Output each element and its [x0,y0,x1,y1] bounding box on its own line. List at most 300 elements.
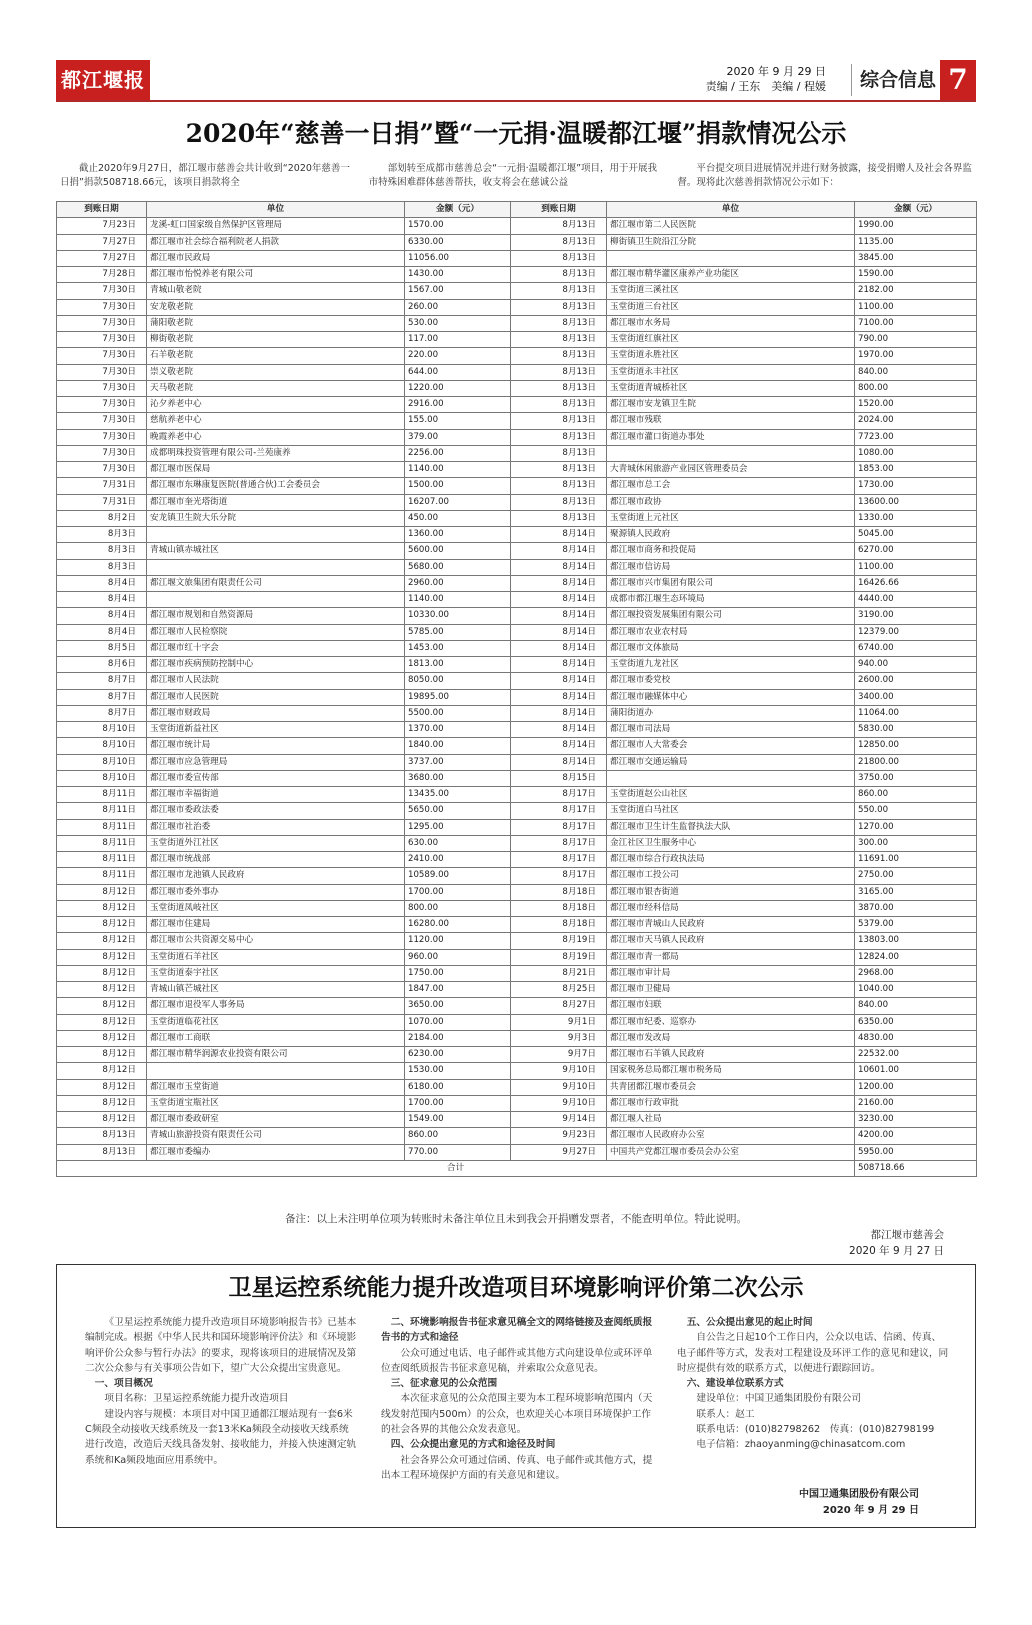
total-value: 508718.66 [855,1160,977,1176]
cell-amount-right: 12379.00 [855,624,977,640]
cell-amount-right: 1135.00 [855,234,977,250]
cell-amount-left: 1549.00 [405,1112,511,1128]
cell-unit-right: 玉堂街道永丰社区 [607,364,855,380]
cell-date-right: 8月14日 [511,543,607,559]
cell-date-right: 8月13日 [511,510,607,526]
cell-date-right: 8月14日 [511,705,607,721]
table-row [57,852,977,868]
cell-amount-right: 300.00 [855,835,977,851]
table-row [57,819,977,835]
cell-unit-left: 成都明珠投资管理有限公司-兰苑康养 [147,445,405,461]
cell-unit-right: 都江堰市精华灌区康养产业功能区 [607,267,855,283]
cell-date-left: 8月11日 [57,819,147,835]
issue-editors: 责编 / 王东 美编 / 程媛 [705,80,826,93]
cell-unit-left: 玉堂街道宝瓶社区 [147,1095,405,1111]
cell-amount-right: 1853.00 [855,462,977,478]
cell-unit-left: 都江堰市规划和自然资源局 [147,608,405,624]
table-row [57,998,977,1014]
cell-date-left: 8月10日 [57,770,147,786]
cell-date-left: 7月30日 [57,364,147,380]
cell-date-right: 8月14日 [511,640,607,656]
cell-amount-right: 840.00 [855,998,977,1014]
cell-date-right: 8月17日 [511,868,607,884]
cell-amount-left: 260.00 [405,299,511,315]
cell-date-right: 8月14日 [511,575,607,591]
table-row [57,657,977,673]
cell-date-right: 9月10日 [511,1079,607,1095]
cell-amount-right: 2750.00 [855,868,977,884]
table-row [57,1079,977,1095]
eia-paragraph: 社会各界公众可通过信函、传真、电子邮件或其他方式，提出本工程环境保护方面的有关意见和建议。 [381,1454,653,1481]
cell-unit-right: 大青城休闲旅游产业园区管理委员会 [607,462,855,478]
cell-amount-right: 21800.00 [855,754,977,770]
col-header-date-right: 到账日期 [511,202,607,218]
cell-amount-left: 13435.00 [405,787,511,803]
cell-amount-right: 11691.00 [855,852,977,868]
cell-amount-right: 550.00 [855,803,977,819]
cell-date-right: 8月13日 [511,234,607,250]
cell-amount-right: 1590.00 [855,267,977,283]
cell-date-left: 8月7日 [57,689,147,705]
cell-date-left: 8月12日 [57,998,147,1014]
eia-column-3 [677,1315,949,1483]
cell-date-left: 8月13日 [57,1128,147,1144]
cell-unit-left: 崇义敬老院 [147,364,405,380]
cell-date-left: 7月28日 [57,267,147,283]
cell-unit-right: 玉堂街道永胜社区 [607,348,855,364]
cell-unit-left: 都江堰市统计局 [147,738,405,754]
cell-date-right: 9月7日 [511,1047,607,1063]
eia-paragraph: 本次征求意见的公众范围主要为本工程环境影响范围内（天线发射范围内500m）的公众，也欢迎关心本项目环境保护工作的社会各界的其他公众发表意见。 [381,1393,653,1436]
table-row [57,933,977,949]
cell-unit-right: 都江堰市石羊镇人民政府 [607,1047,855,1063]
cell-date-right: 8月14日 [511,559,607,575]
cell-amount-right: 7723.00 [855,429,977,445]
cell-unit-right: 玉堂街道红旗社区 [607,332,855,348]
cell-amount-left: 220.00 [405,348,511,364]
table-row [57,754,977,770]
table-row [57,949,977,965]
cell-unit-left: 柳街敬老院 [147,332,405,348]
cell-amount-left: 1070.00 [405,1014,511,1030]
cell-unit-left: 玉堂街道外江社区 [147,835,405,851]
cell-date-right: 8月13日 [511,462,607,478]
cell-date-left: 7月23日 [57,218,147,234]
cell-unit-right: 都江堰市经科信局 [607,900,855,916]
eia-signature [799,1487,919,1519]
cell-unit-right: 蒲阳街道办 [607,705,855,721]
cell-unit-left: 玉堂街道泰宇社区 [147,965,405,981]
col-header-unit-left: 单位 [147,202,405,218]
col-header-amount-left: 金额（元） [405,202,511,218]
table-row [57,429,977,445]
cell-amount-left: 450.00 [405,510,511,526]
cell-amount-left: 6330.00 [405,234,511,250]
table-row [57,462,977,478]
cell-amount-left: 6180.00 [405,1079,511,1095]
cell-date-left: 8月12日 [57,884,147,900]
cell-amount-right: 860.00 [855,787,977,803]
cell-date-right: 9月10日 [511,1063,607,1079]
cell-unit-right: 玉堂街道青城桥社区 [607,380,855,396]
cell-date-right: 8月14日 [511,689,607,705]
cell-unit-right: 都江堰市水务局 [607,315,855,331]
cell-unit-left: 都江堰市委编办 [147,1144,405,1160]
cell-amount-left: 1430.00 [405,267,511,283]
cell-date-right: 8月13日 [511,283,607,299]
table-row [57,543,977,559]
cell-date-right: 8月17日 [511,787,607,803]
cell-amount-left: 770.00 [405,1144,511,1160]
table-row [57,982,977,998]
table-row [57,510,977,526]
cell-date-left: 8月10日 [57,722,147,738]
cell-amount-right: 5379.00 [855,917,977,933]
table-row [57,267,977,283]
cell-date-left: 8月7日 [57,673,147,689]
cell-amount-right: 1270.00 [855,819,977,835]
donation-intro [60,162,972,190]
cell-date-right: 8月19日 [511,949,607,965]
cell-unit-right: 都江堰市银杏街道 [607,884,855,900]
cell-unit-left: 石羊敬老院 [147,348,405,364]
cell-date-left: 8月11日 [57,787,147,803]
cell-date-left: 7月27日 [57,250,147,266]
cell-date-right: 9月23日 [511,1128,607,1144]
intro-column-1: 截止2020年9月27日，都江堰市慈善会共计收到“2020年慈善一日捐”捐款508718.66元，该项目捐款将全 [60,163,350,188]
cell-date-right: 8月17日 [511,819,607,835]
cell-date-left: 8月12日 [57,917,147,933]
cell-unit-right: 都江堰市安龙镇卫生院 [607,397,855,413]
cell-unit-right: 国家税务总局都江堰市税务局 [607,1063,855,1079]
cell-amount-left: 5600.00 [405,543,511,559]
eia-heading: 四、公众提出意见的方式和途径及时间 [390,1439,556,1451]
cell-date-left: 7月30日 [57,315,147,331]
cell-amount-right: 2160.00 [855,1095,977,1111]
cell-date-right: 8月18日 [511,884,607,900]
cell-amount-right: 1080.00 [855,445,977,461]
table-row [57,608,977,624]
eia-signature-org: 中国卫通集团股份有限公司 [799,1489,919,1500]
cell-date-right: 8月13日 [511,413,607,429]
cell-amount-left: 1453.00 [405,640,511,656]
eia-paragraph: 公众可通过电话、电子邮件或其他方式向建设单位或环评单位查阅纸质报告书征求意见稿，并索取公众意见表。 [381,1347,653,1374]
issue-info [706,64,826,94]
cell-date-right: 8月18日 [511,917,607,933]
cell-unit-right: 都江堰市天马镇人民政府 [607,933,855,949]
eia-heading: 五、公众提出意见的起止时间 [686,1317,813,1328]
cell-unit-left: 都江堰市住建局 [147,917,405,933]
table-row [57,1063,977,1079]
cell-amount-left: 6230.00 [405,1047,511,1063]
cell-unit-left: 都江堰市医保局 [147,462,405,478]
cell-unit-right: 都江堰市综合行政执法局 [607,852,855,868]
table-row [57,624,977,640]
cell-date-left: 8月4日 [57,575,147,591]
cell-date-right: 8月14日 [511,592,607,608]
cell-date-right: 8月18日 [511,900,607,916]
cell-date-left: 7月30日 [57,380,147,396]
table-row [57,673,977,689]
cell-amount-right: 6350.00 [855,1014,977,1030]
cell-amount-left: 630.00 [405,835,511,851]
cell-amount-left: 5785.00 [405,624,511,640]
table-row [57,640,977,656]
eia-column-2 [381,1315,653,1483]
cell-date-left: 7月30日 [57,283,147,299]
cell-date-left: 8月4日 [57,608,147,624]
cell-unit-right: 玉堂街道九龙社区 [607,657,855,673]
cell-date-left: 8月7日 [57,705,147,721]
cell-unit-right: 玉堂街道上元社区 [607,510,855,526]
cell-amount-right: 1200.00 [855,1079,977,1095]
cell-amount-left: 1840.00 [405,738,511,754]
table-row [57,315,977,331]
cell-date-left: 8月13日 [57,1144,147,1160]
cell-date-left: 8月12日 [57,1014,147,1030]
cell-amount-left: 1700.00 [405,884,511,900]
cell-amount-right: 4200.00 [855,1128,977,1144]
cell-date-left: 8月4日 [57,592,147,608]
cell-date-left: 8月12日 [57,1047,147,1063]
cell-unit-right: 都江堰市委党校 [607,673,855,689]
table-row [57,478,977,494]
table-row [57,884,977,900]
table-row [57,1095,977,1111]
eia-notice-box [56,1264,976,1528]
cell-unit-left: 都江堰市应急管理局 [147,754,405,770]
cell-date-left: 8月11日 [57,803,147,819]
cell-date-left: 7月30日 [57,429,147,445]
cell-amount-right: 1330.00 [855,510,977,526]
cell-amount-right: 5950.00 [855,1144,977,1160]
table-row [57,738,977,754]
cell-date-right: 8月13日 [511,218,607,234]
page-number: 7 [940,60,976,100]
cell-date-left: 8月12日 [57,1079,147,1095]
cell-unit-right: 玉堂街道三台社区 [607,299,855,315]
table-row [57,332,977,348]
cell-unit-right: 都江堰市总工会 [607,478,855,494]
cell-unit-right: 都江堰市卫健局 [607,982,855,998]
cell-amount-right: 3750.00 [855,770,977,786]
cell-amount-right: 2182.00 [855,283,977,299]
table-row [57,1112,977,1128]
cell-unit-left: 都江堰市社会综合福利院老人捐款 [147,234,405,250]
table-row [57,689,977,705]
table-row [57,787,977,803]
cell-unit-left: 都江堰市委政法委 [147,803,405,819]
col-header-amount-right: 金额（元） [855,202,977,218]
cell-date-right: 8月14日 [511,527,607,543]
cell-date-left: 7月30日 [57,413,147,429]
cell-unit-left: 玉堂街道新益社区 [147,722,405,738]
cell-amount-left: 1530.00 [405,1063,511,1079]
cell-unit-right: 都江堰市兴市集团有限公司 [607,575,855,591]
cell-unit-right: 共青团都江堰市委员会 [607,1079,855,1095]
cell-date-right: 8月13日 [511,429,607,445]
cell-amount-right: 6740.00 [855,640,977,656]
cell-amount-left: 1120.00 [405,933,511,949]
cell-unit-right: 都江堰市信访局 [607,559,855,575]
table-row [57,397,977,413]
cell-unit-right: 都江堰市司法局 [607,722,855,738]
cell-unit-right: 都江堰市人大常委会 [607,738,855,754]
col-header-unit-right: 单位 [607,202,855,218]
cell-unit-left [147,527,405,543]
cell-amount-right: 7100.00 [855,315,977,331]
table-row [57,1014,977,1030]
donation-table [56,201,977,1177]
cell-unit-left: 龙溪-虹口国家级自然保护区管理局 [147,218,405,234]
cell-amount-left: 1220.00 [405,380,511,396]
table-row [57,592,977,608]
cell-amount-right: 800.00 [855,380,977,396]
table-row [57,900,977,916]
col-header-date-left: 到账日期 [57,202,147,218]
cell-amount-right: 1990.00 [855,218,977,234]
cell-amount-right: 2968.00 [855,965,977,981]
cell-date-left: 8月12日 [57,1095,147,1111]
cell-amount-right: 3845.00 [855,250,977,266]
total-label: 合计 [57,1160,855,1176]
intro-column-2: 部划转至成都市慈善总会“一元捐·温暖都江堰”项目，用于开展我市特殊困难群体慈善帮扶，收支将会在慈诚公益 [368,163,658,188]
cell-amount-left: 1295.00 [405,819,511,835]
cell-unit-right: 中国共产党都江堰市委员会办公室 [607,1144,855,1160]
cell-date-left: 7月31日 [57,494,147,510]
cell-unit-left: 都江堰市委宣传部 [147,770,405,786]
table-row [57,965,977,981]
cell-unit-left: 都江堰市统战部 [147,852,405,868]
cell-amount-left: 11056.00 [405,250,511,266]
table-row [57,835,977,851]
cell-date-left: 8月3日 [57,543,147,559]
cell-unit-left: 都江堰市工商联 [147,1030,405,1046]
cell-date-left: 7月30日 [57,462,147,478]
table-row [57,770,977,786]
eia-paragraph: 建设内容与规模：本项目对中国卫通都江堰站现有一套6米C频段全动接收天线系统及一套13米Ka频段全动接收天线系统进行改造，改造后天线具备发射、接收能力，并接入快速测定轨系统和Ka频段地面应用系统中。 [85,1408,357,1466]
eia-paragraph: 项目名称：卫星运控系统能力提升改造项目 [104,1393,289,1405]
cell-date-right: 8月21日 [511,965,607,981]
table-row [57,494,977,510]
contact-person: 联系人：赵工 [696,1408,755,1420]
cell-date-left: 8月10日 [57,738,147,754]
cell-amount-left: 16207.00 [405,494,511,510]
cell-unit-right: 都江堰市青一都局 [607,949,855,965]
cell-amount-left: 1140.00 [405,592,511,608]
table-row [57,250,977,266]
eia-notice-title: 卫星运控系统能力提升改造项目环境影响评价第二次公示 [228,1274,804,1301]
cell-date-right: 9月1日 [511,1014,607,1030]
cell-date-left: 8月10日 [57,754,147,770]
cell-unit-right: 都江堰市第二人民医院 [607,218,855,234]
cell-amount-right: 1970.00 [855,348,977,364]
cell-amount-left: 379.00 [405,429,511,445]
cell-amount-left: 1570.00 [405,218,511,234]
cell-date-right: 8月13日 [511,380,607,396]
cell-amount-left: 5650.00 [405,803,511,819]
table-row [57,722,977,738]
cell-amount-left: 117.00 [405,332,511,348]
cell-amount-left: 1500.00 [405,478,511,494]
cell-unit-right: 都江堰市青城山人民政府 [607,917,855,933]
eia-paragraph: 《卫星运控系统能力提升改造项目环境影响报告书》已基本编制完成。根据《中华人民共和国环境影响评价法》和《环境影响评价公众参与暂行办法》的要求，现将该项目的进展情况及第二次公众参与有关事项公告如下，望广大公众提出宝贵意见。 [85,1317,357,1374]
cell-amount-right: 3190.00 [855,608,977,624]
cell-unit-left: 玉堂街道石羊社区 [147,949,405,965]
cell-amount-right: 10601.00 [855,1063,977,1079]
cell-unit-left: 天马敬老院 [147,380,405,396]
cell-amount-left: 2410.00 [405,852,511,868]
cell-unit-left: 青城山镇芒城社区 [147,982,405,998]
cell-unit-right: 成都市都江堰生态环境局 [607,592,855,608]
cell-date-right: 8月13日 [511,332,607,348]
cell-amount-right: 3870.00 [855,900,977,916]
cell-amount-right: 3165.00 [855,884,977,900]
cell-date-left: 8月11日 [57,868,147,884]
cell-unit-left [147,1063,405,1079]
cell-amount-left: 960.00 [405,949,511,965]
cell-amount-right: 2024.00 [855,413,977,429]
cell-amount-left: 8050.00 [405,673,511,689]
cell-date-left: 8月12日 [57,949,147,965]
cell-unit-left: 都江堰市红十字会 [147,640,405,656]
eia-heading: 一、项目概况 [94,1378,153,1390]
cell-date-right: 8月13日 [511,250,607,266]
table-row [57,413,977,429]
cell-date-left: 8月12日 [57,982,147,998]
cell-amount-left: 5500.00 [405,705,511,721]
cell-amount-left: 530.00 [405,315,511,331]
cell-date-left: 7月30日 [57,348,147,364]
cell-amount-right: 1040.00 [855,982,977,998]
cell-amount-left: 2256.00 [405,445,511,461]
cell-amount-left: 3680.00 [405,770,511,786]
newspaper-logo: 都江堰报 [56,60,150,100]
cell-amount-left: 860.00 [405,1128,511,1144]
table-row [57,445,977,461]
cell-amount-left: 1750.00 [405,965,511,981]
table-row [57,575,977,591]
cell-amount-right: 5830.00 [855,722,977,738]
section-name: 综合信息 [851,64,936,96]
table-row [57,527,977,543]
cell-amount-right: 3230.00 [855,1112,977,1128]
cell-unit-right: 都江堰市残联 [607,413,855,429]
table-note: 备注：以上未注明单位项为转账时未备注单位且未到我会开捐赠发票者，不能查明单位。特此说明。 [285,1213,747,1225]
cell-date-right: 8月14日 [511,657,607,673]
cell-unit-left: 慈航养老中心 [147,413,405,429]
donation-article-title: 2020年“慈善一日捐”暨“一元捐·温暖都江堰”捐款情况公示 [185,119,847,148]
cell-date-right: 8月17日 [511,852,607,868]
cell-amount-left: 155.00 [405,413,511,429]
table-header-row [57,202,977,218]
cell-amount-left: 2960.00 [405,575,511,591]
eia-column-1 [85,1315,357,1483]
table-row [57,1047,977,1063]
contact-phone: 联系电话：(010)82798262 传真：(010)82798199 [696,1424,935,1436]
cell-unit-left: 都江堰市委外事办 [147,884,405,900]
cell-amount-right: 13600.00 [855,494,977,510]
cell-date-left: 7月30日 [57,445,147,461]
cell-amount-left: 1140.00 [405,462,511,478]
cell-unit-left: 都江堰市财政局 [147,705,405,721]
cell-date-left: 8月12日 [57,900,147,916]
issue-date: 2020 年 9 月 29 日 [726,65,826,78]
cell-amount-right: 6270.00 [855,543,977,559]
cell-date-left: 8月3日 [57,559,147,575]
cell-unit-left: 都江堰市委政研室 [147,1112,405,1128]
cell-date-right: 9月10日 [511,1095,607,1111]
